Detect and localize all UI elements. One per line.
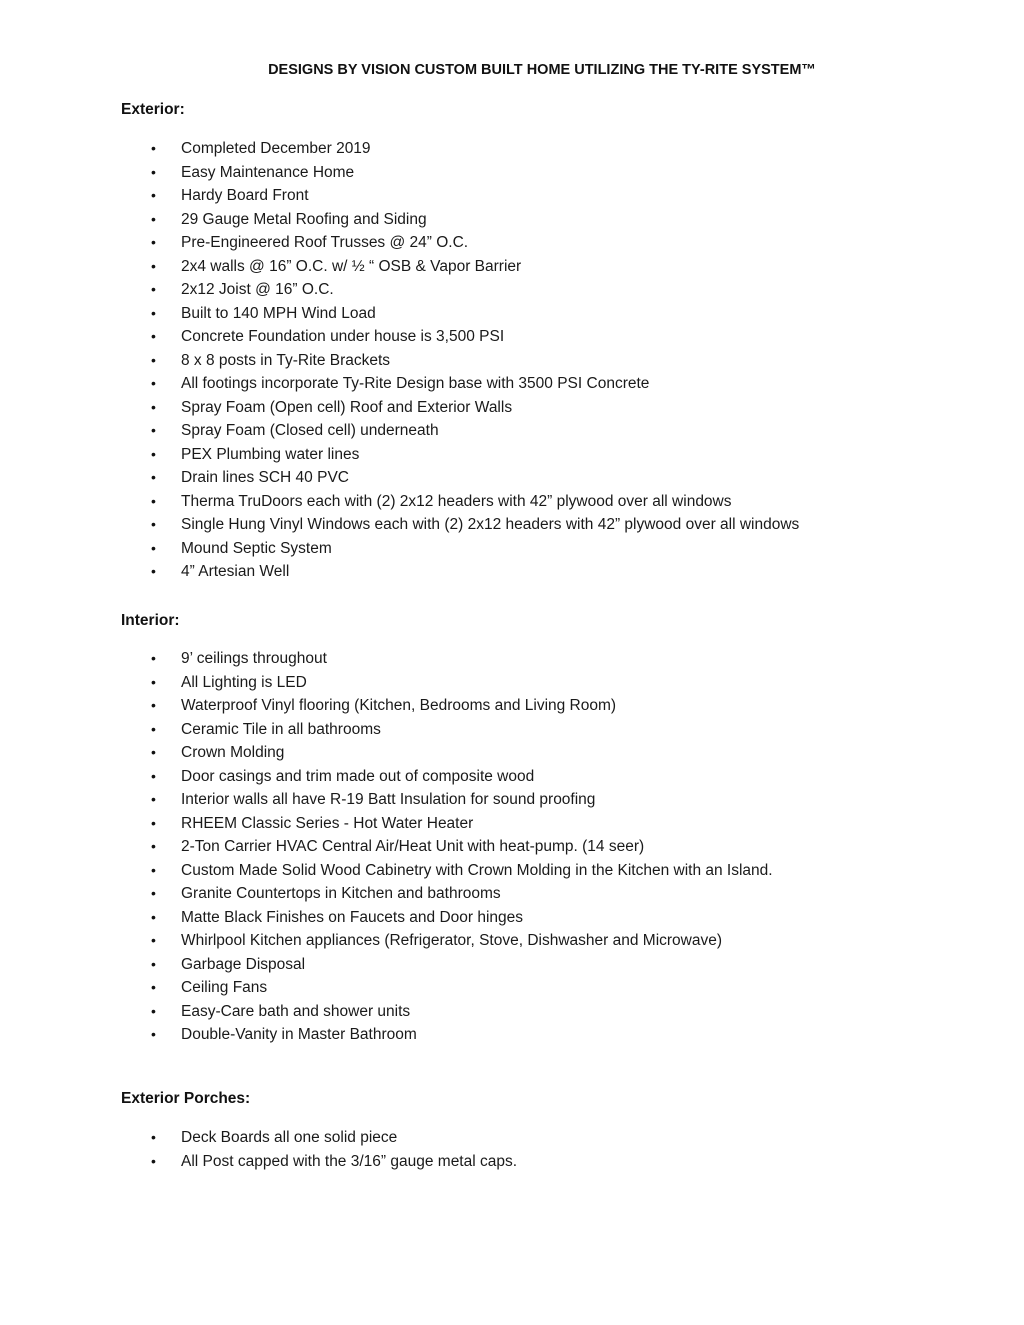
- list-item-text: Custom Made Solid Wood Cabinetry with Crown Molding in the Kitchen with an Island.: [181, 861, 773, 879]
- bullet-icon: •: [151, 955, 156, 972]
- document-title: DESIGNS BY VISION CUSTOM BUILT HOME UTILIZING THE TY-RITE SYSTEM™: [268, 62, 816, 78]
- list-item-text: Double-Vanity in Master Bathroom: [181, 1026, 417, 1043]
- list-item-text: Interior walls all have R-19 Batt Insulation for sound proofing: [181, 791, 596, 808]
- list-item-text: 2x4 walls @ 16” O.C. w/ ½ “ OSB & Vapor Barrier: [181, 257, 522, 275]
- bullet-icon: •: [151, 720, 156, 737]
- list-item-text: Whirlpool Kitchen appliances (Refrigerator, Stove, Dishwasher and Microwave): [181, 932, 723, 949]
- bullet-icon: •: [151, 838, 156, 854]
- list-item-text: All footings incorporate Ty-Rite Design base with 3500 PSI Concrete: [181, 375, 650, 392]
- bullet-icon: •: [151, 257, 156, 274]
- list-item-text: 4” Artesian Well: [181, 563, 290, 580]
- bullet-icon: •: [151, 492, 156, 509]
- bullet-icon: •: [151, 563, 156, 579]
- list-item-text: All Post capped with the 3/16” gauge metal caps.: [181, 1152, 518, 1170]
- list-item-text: 2-Ton Carrier HVAC Central Air/Heat Unit with heat-pump. (14 seer): [181, 838, 645, 855]
- bullet-icon: •: [151, 328, 156, 344]
- bullet-icon: •: [151, 673, 156, 690]
- bullet-icon: •: [151, 445, 156, 462]
- section-heading-interior: Interior:: [121, 612, 180, 629]
- bullet-icon: •: [151, 210, 156, 227]
- list-item-text: Ceiling Fans: [181, 979, 268, 996]
- list-item-text: Mound Septic System: [181, 539, 332, 557]
- bullet-icon: •: [151, 650, 156, 666]
- bullet-icon: •: [151, 697, 156, 713]
- bullet-icon: •: [151, 539, 156, 556]
- list-item-text: Waterproof Vinyl flooring (Kitchen, Bedrooms and Living Room): [181, 697, 617, 714]
- list-item-text: Hardy Board Front: [181, 187, 309, 204]
- list-item-text: Single Hung Vinyl Windows each with (2) 2x12 headers with 42” plywood over all windows: [181, 516, 800, 533]
- list-item-text: Granite Countertops in Kitchen and bathrooms: [181, 885, 501, 902]
- list-item-text: Concrete Foundation under house is 3,500 PSI: [181, 328, 505, 345]
- bullet-icon: •: [151, 187, 156, 203]
- bullet-icon: •: [151, 516, 156, 532]
- list-item-text: Pre-Engineered Roof Trusses @ 24” O.C.: [181, 234, 469, 251]
- list-item-text: Door casings and trim made out of composite wood: [181, 767, 535, 785]
- list-item-text: Spray Foam (Open cell) Roof and Exterior Walls: [181, 398, 513, 416]
- bullet-icon: •: [151, 163, 156, 180]
- list-item-text: All Lighting is LED: [181, 673, 307, 691]
- list-item-text: Spray Foam (Closed cell) underneath: [181, 422, 439, 439]
- bullet-icon: •: [151, 1129, 156, 1145]
- bullet-icon: •: [151, 398, 156, 415]
- bullet-icon: •: [151, 351, 156, 368]
- section-heading-exterior: Exterior:: [121, 101, 185, 118]
- bullet-icon: •: [151, 767, 156, 784]
- list-item-text: Ceramic Tile in all bathrooms: [181, 720, 381, 738]
- bullet-icon: •: [151, 1002, 156, 1019]
- list-item-text: Easy Maintenance Home: [181, 163, 355, 181]
- bullet-icon: •: [151, 791, 156, 807]
- list-item-text: Drain lines SCH 40 PVC: [181, 469, 349, 486]
- list-item-text: 9’ ceilings throughout: [181, 650, 327, 667]
- bullet-icon: •: [151, 932, 156, 948]
- bullet-icon: •: [151, 234, 156, 250]
- section-heading-exterior-porches: Exterior Porches:: [121, 1090, 251, 1107]
- bullet-icon: •: [151, 422, 156, 438]
- bullet-icon: •: [151, 814, 156, 831]
- list-item-text: RHEEM Classic Series - Hot Water Heater: [181, 814, 474, 832]
- list-item-text: Easy-Care bath and shower units: [181, 1002, 411, 1020]
- list-item-text: Completed December 2019: [181, 140, 371, 157]
- bullet-icon: •: [151, 375, 156, 391]
- bullet-icon: •: [151, 744, 156, 760]
- bullet-icon: •: [151, 908, 156, 925]
- list-item-text: Deck Boards all one solid piece: [181, 1129, 398, 1146]
- bullet-icon: •: [151, 885, 156, 901]
- bullet-icon: •: [151, 1152, 156, 1169]
- bullet-icon: •: [151, 979, 156, 995]
- bullet-icon: •: [151, 140, 156, 156]
- bullet-icon: •: [151, 861, 156, 878]
- bullet-icon: •: [151, 304, 156, 321]
- list-item-text: Crown Molding: [181, 744, 285, 761]
- bullet-icon: •: [151, 281, 156, 297]
- list-item-text: 29 Gauge Metal Roofing and Siding: [181, 210, 427, 228]
- list-item-text: Therma TruDoors each with (2) 2x12 headers with 42” plywood over all windows: [181, 492, 732, 510]
- list-item-text: Matte Black Finishes on Faucets and Door hinges: [181, 908, 524, 926]
- bullet-icon: •: [151, 469, 156, 485]
- bullet-icon: •: [151, 1026, 156, 1042]
- list-item-text: Built to 140 MPH Wind Load: [181, 304, 376, 322]
- list-item-text: PEX Plumbing water lines: [181, 445, 360, 463]
- list-item-text: 8 x 8 posts in Ty-Rite Brackets: [181, 351, 391, 369]
- list-item-text: 2x12 Joist @ 16” O.C.: [181, 281, 334, 298]
- list-item-text: Garbage Disposal: [181, 955, 306, 973]
